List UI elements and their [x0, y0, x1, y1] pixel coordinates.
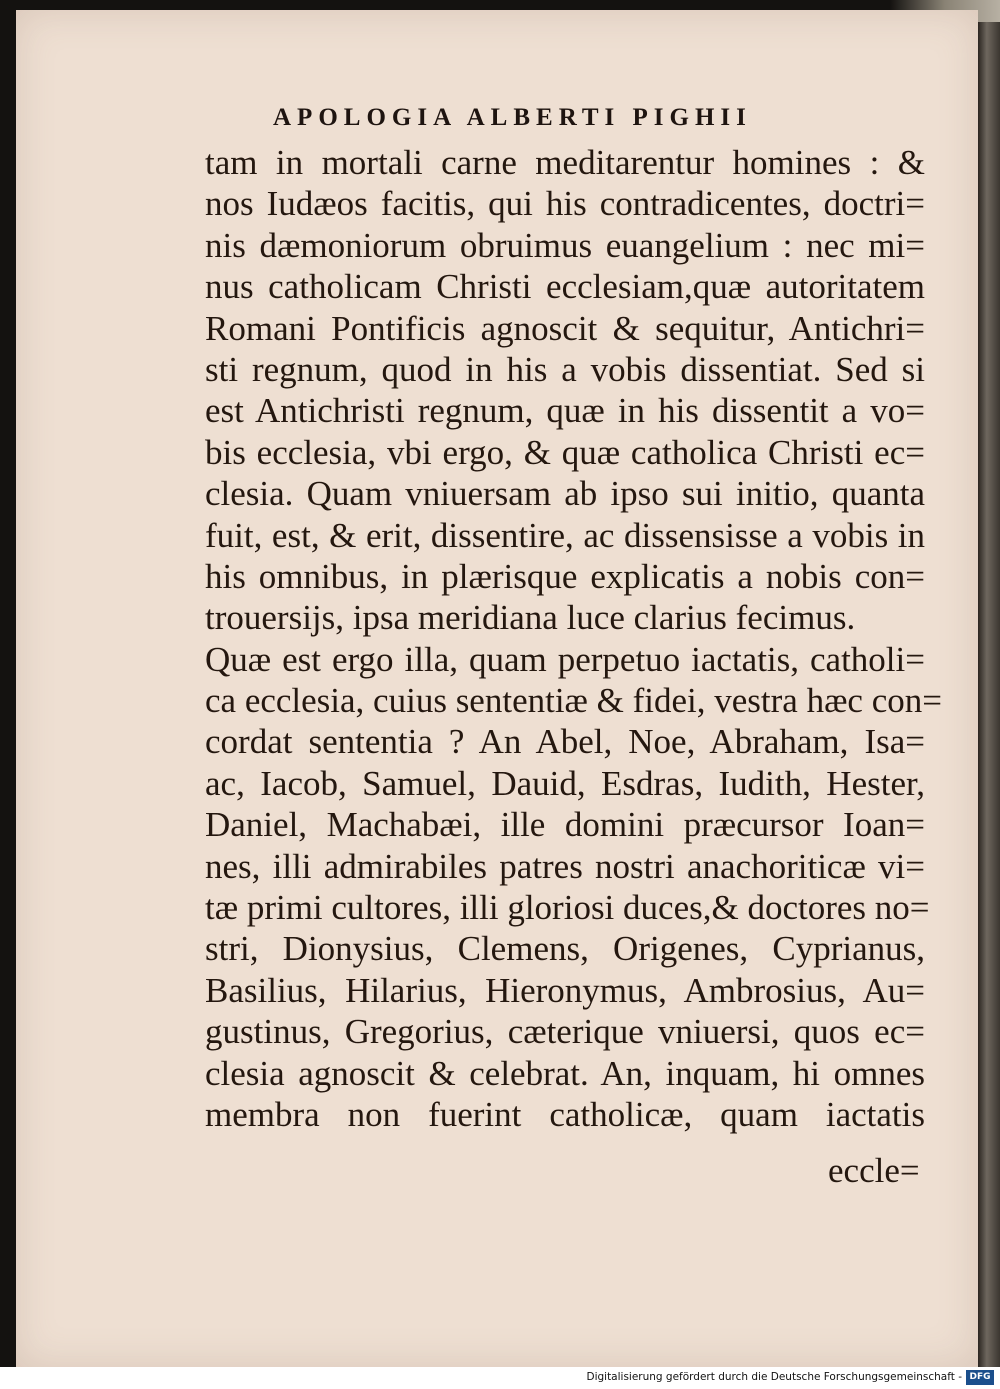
- text-line: gustinus, Gregorius, cæterique vniuersi, quos ec=: [205, 1012, 925, 1052]
- text-line: sti regnum, quod in his a vobis dissentiat. Sed si: [205, 349, 925, 389]
- text-line: ca ecclesia, cuius sententiæ & fidei, vestra hæc con=: [205, 681, 942, 721]
- text-line: tæ primi cultores, illi gloriosi duces,& doctores no=: [205, 888, 930, 928]
- text-line: fuit, est, & erit, dissentire, ac dissensisse a vobis in: [205, 515, 925, 555]
- text-line: tam in mortali carne meditarentur homines : &: [205, 143, 925, 182]
- text-line: bis ecclesia, vbi ergo, & quæ catholica Christi ec=: [205, 432, 925, 472]
- text-line: Basilius, Hilarius, Hieronymus, Ambrosius, Au=: [205, 970, 925, 1010]
- body-text: [205, 142, 942, 1135]
- text-line: clesia agnoscit & celebrat. An, inquam, hi omnes: [205, 1053, 925, 1093]
- page-edge: [978, 0, 1000, 1367]
- running-header: APOLOGIA ALBERTI PIGHII: [273, 104, 752, 131]
- text-line: nus catholicam Christi ecclesiam,quæ autoritatem: [205, 267, 925, 307]
- text-line: his omnibus, in plærisque explicatis a nobis con=: [205, 556, 925, 596]
- text-line: est Antichristi regnum, quæ in his dissentit a vo=: [205, 391, 925, 431]
- text-line: membra non fuerint catholicæ, quam iactatis: [205, 1094, 925, 1134]
- text-line: Romani Pontificis agnoscit & sequitur, Antichri=: [205, 308, 925, 348]
- text-line: Quæ est ergo illa, quam perpetuo iactatis, catholi=: [205, 639, 925, 679]
- text-line: trouersijs, ipsa meridiana luce clarius fecimus.: [205, 598, 856, 638]
- text-line: clesia. Quam vniuersam ab ipso sui initio, quanta: [205, 474, 925, 514]
- text-line: stri, Dionysius, Clemens, Origenes, Cyprianus,: [205, 929, 925, 969]
- text-line: cordat sententia ? An Abel, Noe, Abraham, Isa=: [205, 722, 925, 762]
- footer-bar: [0, 1367, 1000, 1389]
- catchword: eccle=: [828, 1151, 920, 1190]
- dfg-logo: DFG: [966, 1370, 994, 1385]
- text-line: nes, illi admirabiles patres nostri anachoriticæ vi=: [205, 846, 925, 886]
- funding-credit: Digitalisierung gefördert durch die Deutsche Forschungsgemeinschaft -: [586, 1371, 962, 1383]
- text-line: nis dæmoniorum obruimus euangelium : nec mi=: [205, 225, 925, 265]
- text-line: ac, Iacob, Samuel, Dauid, Esdras, Iudith, Hester,: [205, 763, 925, 803]
- text-line: nos Iudæos facitis, qui his contradicentes, doctri=: [205, 184, 925, 224]
- text-line: Daniel, Machabæi, ille domini præcursor Ioan=: [205, 805, 925, 845]
